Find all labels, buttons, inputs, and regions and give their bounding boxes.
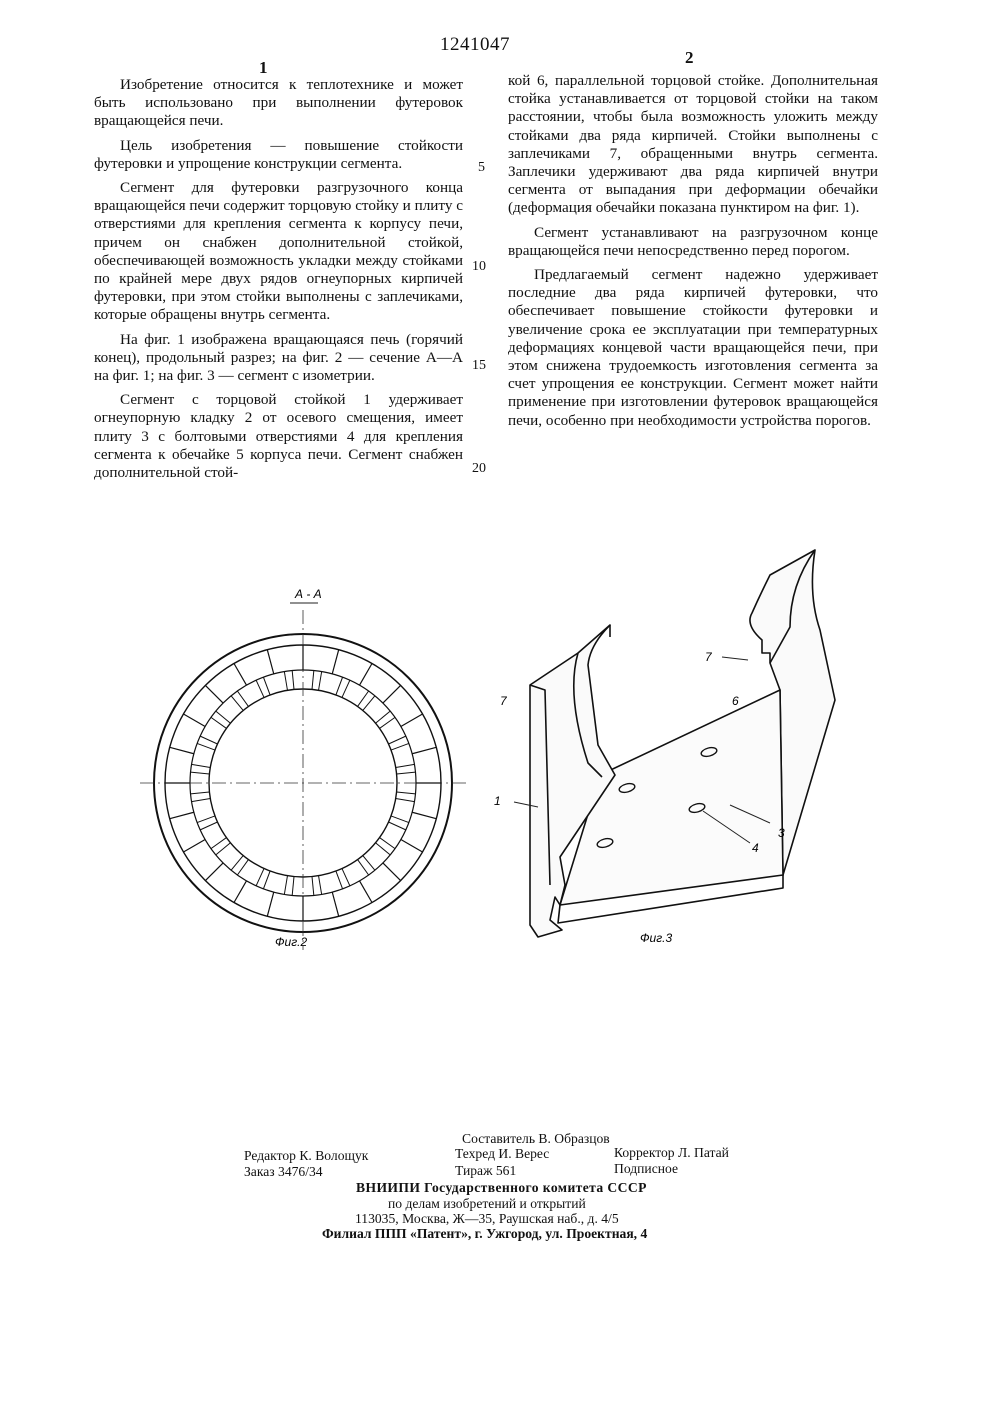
brick-joint-line: [200, 822, 217, 830]
label-6: 6: [732, 694, 739, 708]
left-column: [94, 76, 463, 482]
right-column: [508, 72, 878, 430]
brick-joint-line: [200, 736, 217, 744]
corrector: Корректор Л. Патай: [614, 1145, 729, 1160]
brick-joint-line: [197, 743, 215, 750]
brick-joint-line: [358, 860, 369, 875]
editor: Редактор К. Волощук: [244, 1148, 369, 1163]
brick-joint-line: [292, 671, 294, 690]
segment-stand-line: [205, 685, 223, 703]
segment-stand-line: [412, 812, 436, 818]
line-number: 10: [472, 259, 486, 274]
brick-joint-line: [237, 860, 248, 875]
brick-joint-line: [380, 838, 395, 849]
order: Заказ 3476/34: [244, 1164, 323, 1179]
segment-stand-line: [267, 650, 273, 674]
brick-joint-line: [342, 869, 350, 886]
brick-joint-line: [376, 711, 391, 723]
brick-joint-line: [231, 856, 243, 871]
section-label: А - А: [295, 587, 322, 601]
segment-stand-line: [205, 863, 223, 881]
imprint: [0, 1126, 1000, 1241]
brick-joint-line: [319, 672, 322, 691]
brick-joint-line: [263, 871, 270, 889]
segment-stand-line: [332, 892, 338, 916]
label-7-left: 7: [500, 694, 507, 708]
segment-stand-line: [170, 747, 194, 753]
ring-cross-section: [140, 610, 470, 950]
brick-joint-line: [231, 696, 243, 711]
brick-joint-line: [256, 869, 264, 886]
brick-joint-line: [284, 672, 287, 691]
column-number-right: 2: [685, 48, 694, 67]
brick-joint-line: [263, 677, 270, 695]
organization-subtitle: по делам изобретений и открытий: [388, 1196, 586, 1211]
paragraph: кой 6, параллельной торцовой стойке. Дополнительная стойка устанавливается от торцовой стойки на таком расстоянии, чтобы была возможность уложить между стойками два ряда кирпичей. Стойки выполнены с заплечиками 7, обращенными внутрь сегмента. Заплечики удерживают два ряда кирпичей внутри сегмента от выпадания при деформации обечайки (деформация обечайки показана пунктиром на фиг. 1).: [508, 72, 878, 217]
brick-joint-line: [211, 717, 226, 728]
brick-joint-line: [319, 876, 322, 895]
patent-number: 1241047: [440, 34, 510, 55]
compiler: Составитель В. Образцов: [462, 1131, 610, 1146]
leader-line: [722, 657, 748, 660]
segment-stand-line: [383, 863, 401, 881]
organization-address: 113035, Москва, Ж—35, Раушская наб., д. 4/5: [355, 1211, 619, 1226]
brick-joint-line: [389, 822, 406, 830]
segment-stand-line: [183, 714, 205, 727]
brick-joint-line: [192, 764, 211, 767]
label-1: 1: [494, 794, 501, 808]
label-4: 4: [752, 841, 759, 855]
brick-joint-line: [363, 856, 375, 871]
segment-stand-line: [267, 892, 273, 916]
brick-joint-line: [396, 764, 415, 767]
brick-joint-line: [396, 799, 415, 802]
line-number: 5: [478, 160, 485, 175]
segment-stand-line: [401, 714, 423, 727]
segment-stand-line: [234, 663, 247, 685]
segment-stand-line: [170, 812, 194, 818]
brick-joint-line: [397, 772, 416, 774]
figure-3-caption: Фиг.3: [640, 931, 673, 945]
segment-stand-line: [360, 663, 373, 685]
brick-joint-line: [191, 772, 210, 774]
brick-joint-line: [336, 677, 343, 695]
label-7-top: 7: [705, 650, 712, 664]
brick-joint-line: [191, 792, 210, 794]
brick-joint-line: [284, 876, 287, 895]
brick-joint-line: [292, 877, 294, 896]
paragraph: Предлагаемый сегмент надежно удерживает последние два ряда кирпичей футеровки, что обеспечивает повышение стойкости футеровки и увеличение срока ее эксплуатации при температурных деформациях концевой части вращающейся печи, при этом снижена трудоемкость изготовления сегмента за счет упрощения ее конструкции. Сегмент может найти применение при изготовлении футеровок вращающейся печи, особенно при необходимости устройства порогов.: [508, 266, 878, 429]
figure-3-drawing: [490, 545, 890, 955]
brick-joint-line: [342, 680, 350, 697]
figure-2-drawing: [140, 580, 490, 960]
brick-joint-line: [391, 816, 409, 823]
brick-joint-line: [216, 843, 231, 855]
segment-stand-line: [412, 747, 436, 753]
figure-2-caption: Фиг.2: [275, 935, 308, 949]
paragraph: Цель изобретения — повышение стойкости футеровки и упрощение конструкции сегмента.: [94, 136, 463, 172]
brick-joint-line: [380, 717, 395, 728]
brick-joint-line: [363, 696, 375, 711]
print-run: Тираж 561: [455, 1163, 517, 1178]
paragraph: Сегмент для футеровки разгрузочного конца вращающейся печи содержит торцовую стойку и плиту с отверстиями для крепления сегмента к корпусу печи, причем он снабжен дополнительной стойкой, обеспечивающей возможность укладки между стойками по крайней мере двух рядов огнеупорных кирпичей футеровки, при этом стойки выполнены с заплечиками, которые обращены внутрь сегмента.: [94, 179, 463, 324]
brick-joint-line: [192, 799, 211, 802]
segment-stand-line: [360, 881, 373, 903]
paragraph: Изобретение относится к теплотехнике и может быть использовано при выполнении футеровок вращающейся печи.: [94, 76, 463, 130]
brick-joint-line: [389, 736, 406, 744]
techred: Техред И. Верес: [455, 1146, 550, 1161]
line-number: 20: [472, 461, 486, 476]
paragraph: Сегмент с торцовой стойкой 1 удерживает огнеупорную кладку 2 от осевого смещения, имеет плиту 3 с болтовыми отверстиями 4 для крепления сегмента к обечайке 5 корпуса печи. Сегмент снабжен дополнительной стой-: [94, 391, 463, 482]
brick-joint-line: [391, 743, 409, 750]
brick-joint-line: [397, 792, 416, 794]
segment-stand-line: [234, 881, 247, 903]
brick-joint-line: [237, 691, 248, 706]
brick-joint-line: [197, 816, 215, 823]
segment-stand-line: [383, 685, 401, 703]
brick-joint-line: [336, 871, 343, 889]
line-number: 15: [472, 358, 486, 373]
brick-joint-line: [256, 680, 264, 697]
segment-stand-line: [183, 840, 205, 853]
branch-address: Филиал ППП «Патент», г. Ужгород, ул. Проектная, 4: [322, 1226, 648, 1241]
column-number-left: 1: [259, 58, 268, 77]
segment-stand-line: [332, 650, 338, 674]
paragraph: На фиг. 1 изображена вращающаяся печь (горячий конец), продольный разрез; на фиг. 2 — сечение А—А на фиг. 1; на фиг. 3 — сегмент с изометрии.: [94, 330, 463, 385]
brick-joint-line: [312, 671, 314, 690]
brick-joint-line: [216, 711, 231, 723]
label-3: 3: [778, 826, 785, 840]
paragraph: Сегмент устанавливают на разгрузочном конце вращающейся печи непосредственно перед порогом.: [508, 223, 878, 259]
brick-joint-line: [358, 691, 369, 706]
brick-joint-line: [376, 843, 391, 855]
organization-name: ВНИИПИ Государственного комитета СССР: [356, 1180, 647, 1195]
segment-stand-line: [401, 840, 423, 853]
brick-joint-line: [211, 838, 226, 849]
brick-joint-line: [312, 877, 314, 896]
subscription: Подписное: [614, 1161, 678, 1176]
